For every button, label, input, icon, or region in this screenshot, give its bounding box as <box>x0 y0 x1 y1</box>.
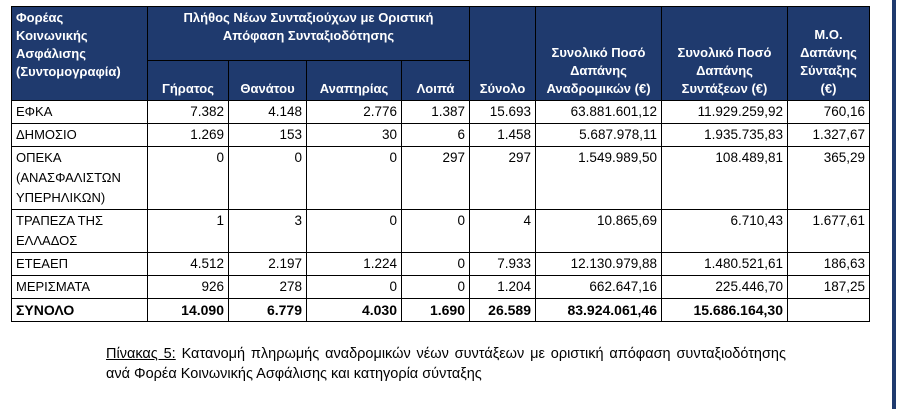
row-entity-name-line: ΔΗΜΟΣΙΟ <box>16 127 77 142</box>
row-value-cell: 2.197 <box>229 253 307 276</box>
row-value-cell: 297 <box>470 147 536 210</box>
table-total-row <box>12 299 870 322</box>
header-total: Σύνολο <box>470 7 536 101</box>
row-entity-name-line: ΟΠΕΚΑ <box>16 150 62 165</box>
row-entity-name-line: (ΑΝΑΣΦΑΛΙΣΤΩΝ <box>16 170 121 185</box>
row-value-cell: 662.647,16 <box>536 276 662 299</box>
table-row <box>12 124 870 147</box>
table-body <box>12 101 870 322</box>
row-value-cell: 4 <box>470 210 536 253</box>
page-edge-rule <box>892 0 896 409</box>
table-row <box>12 253 870 276</box>
row-value-cell: 7.382 <box>148 101 229 124</box>
caption-label: Πίνακας 5: <box>106 346 176 362</box>
row-entity-name: ΣΥΝΟΛΟ <box>12 299 148 322</box>
header-pension-amount: Συνολικό Ποσό Δαπάνης Συντάξεων (€) <box>662 7 788 101</box>
row-value-cell <box>788 299 870 322</box>
row-entity-name <box>12 124 148 147</box>
row-value-cell: 63.881.601,12 <box>536 101 662 124</box>
row-value-cell: 108.489,81 <box>662 147 788 210</box>
row-value-cell: 11.929.259,92 <box>662 101 788 124</box>
row-value-cell: 1.387 <box>402 101 470 124</box>
row-value-cell: 153 <box>229 124 307 147</box>
row-value-cell: 0 <box>148 147 229 210</box>
caption-text: Κατανομή πληρωμής αναδρομικών νέων συντάξεων με οριστική απόφαση συνταξιοδότησης ανά Φορέα Κοινωνικής Ασφάλισης και κατηγορία σύνταξης <box>106 346 786 382</box>
row-value-cell: 186,63 <box>788 253 870 276</box>
row-value-cell: 30 <box>307 124 402 147</box>
row-value-cell: 1.269 <box>148 124 229 147</box>
row-value-cell: 6.710,43 <box>662 210 788 253</box>
row-value-cell: 1.935.735,83 <box>662 124 788 147</box>
row-value-cell: 26.589 <box>470 299 536 322</box>
table-row <box>12 210 870 253</box>
header-old-age: Γήρατος <box>148 61 229 101</box>
row-value-cell: 1.480.521,61 <box>662 253 788 276</box>
row-entity-name <box>12 253 148 276</box>
row-value-cell: 760,16 <box>788 101 870 124</box>
row-value-cell: 297 <box>402 147 470 210</box>
row-value-cell: 0 <box>402 276 470 299</box>
header-death: Θανάτου <box>229 61 307 101</box>
row-value-cell: 225.446,70 <box>662 276 788 299</box>
row-value-cell: 6.779 <box>229 299 307 322</box>
row-value-cell: 15.693 <box>470 101 536 124</box>
row-entity-name <box>12 147 148 210</box>
row-value-cell: 4.030 <box>307 299 402 322</box>
row-value-cell: 0 <box>402 253 470 276</box>
row-value-cell: 1.690 <box>402 299 470 322</box>
row-value-cell: 10.865,69 <box>536 210 662 253</box>
row-value-cell: 1 <box>148 210 229 253</box>
row-entity-name-line: ΥΠΕΡΗΛΙΚΩΝ) <box>16 190 106 205</box>
row-entity-name-line: ΤΡΑΠΕΖΑ ΤΗΣ <box>16 213 104 228</box>
row-value-cell: 5.687.978,11 <box>536 124 662 147</box>
row-value-cell: 187,25 <box>788 276 870 299</box>
row-value-cell: 14.090 <box>148 299 229 322</box>
row-value-cell: 1.458 <box>470 124 536 147</box>
pension-table <box>11 6 870 322</box>
row-entity-name-line: ΕΤΕΑΕΠ <box>16 256 69 271</box>
row-value-cell: 0 <box>307 210 402 253</box>
row-value-cell: 6 <box>402 124 470 147</box>
row-value-cell: 15.686.164,30 <box>662 299 788 322</box>
header-average-pension: Μ.Ο. Δαπάνης Σύνταξης (€) <box>788 7 870 101</box>
header-other: Λοιπά <box>402 61 470 101</box>
row-entity-name-line: ΜΕΡΙΣΜΑΤΑ <box>16 279 91 294</box>
row-entity-name <box>12 276 148 299</box>
row-value-cell: 3 <box>229 210 307 253</box>
header-entity: Φορέας Κοινωνικής Ασφάλισης (Συντομογραφία) <box>12 7 148 101</box>
row-entity-name-line: ΕΦΚΑ <box>16 104 53 119</box>
row-value-cell: 365,29 <box>788 147 870 210</box>
row-value-cell: 7.933 <box>470 253 536 276</box>
row-value-cell: 1.327,67 <box>788 124 870 147</box>
header-new-pensioners-group: Πλήθος Νέων Συνταξιούχων με Οριστική Απόφαση Συνταξιοδότησης <box>148 7 470 61</box>
row-entity-name-line: ΕΛΛΑΔΟΣ <box>16 233 78 248</box>
row-value-cell: 926 <box>148 276 229 299</box>
row-value-cell: 278 <box>229 276 307 299</box>
row-value-cell: 1.549.989,50 <box>536 147 662 210</box>
row-value-cell: 1.224 <box>307 253 402 276</box>
row-value-cell: 1.677,61 <box>788 210 870 253</box>
row-value-cell: 83.924.061,46 <box>536 299 662 322</box>
row-entity-name <box>12 101 148 124</box>
row-value-cell: 0 <box>307 276 402 299</box>
row-value-cell: 12.130.979,88 <box>536 253 662 276</box>
row-entity-name <box>12 210 148 253</box>
table-caption <box>106 344 786 384</box>
row-value-cell: 0 <box>229 147 307 210</box>
table-row <box>12 276 870 299</box>
row-value-cell: 2.776 <box>307 101 402 124</box>
row-value-cell: 0 <box>307 147 402 210</box>
table-row <box>12 147 870 210</box>
table-row <box>12 101 870 124</box>
row-value-cell: 4.512 <box>148 253 229 276</box>
row-value-cell: 1.204 <box>470 276 536 299</box>
row-value-cell: 0 <box>402 210 470 253</box>
header-retroactive-amount: Συνολικό Ποσό Δαπάνης Αναδρομικών (€) <box>536 7 662 101</box>
header-disability: Αναπηρίας <box>307 61 402 101</box>
row-value-cell: 4.148 <box>229 101 307 124</box>
